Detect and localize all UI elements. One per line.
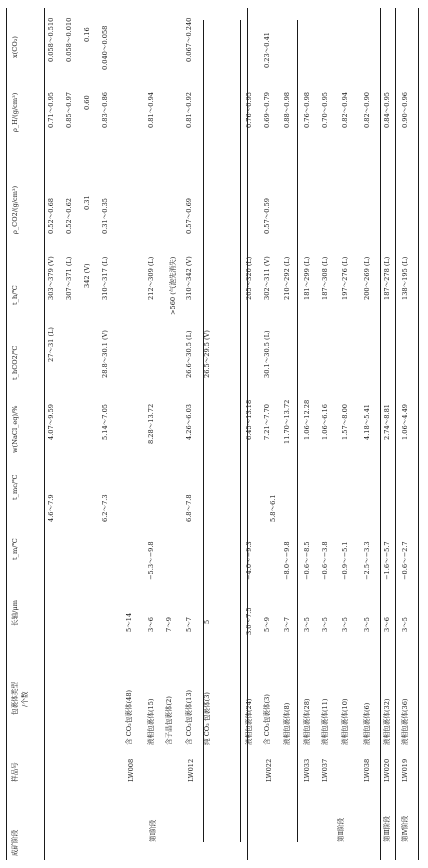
cell-stage-3: 第Ⅲ阶段 bbox=[383, 815, 391, 842]
cell-length: 5～9 bbox=[263, 617, 271, 632]
cell-rho-co2: 0.31 bbox=[83, 195, 91, 210]
cell-rho-h: 0.82～0.94 bbox=[341, 92, 349, 128]
cell-rho-h: 0.76～0.98 bbox=[303, 92, 311, 128]
cell-rho-co2: 0.52～0.62 bbox=[65, 198, 73, 234]
cell-xco2: 0.058～0.010 bbox=[65, 17, 73, 62]
cell-rho-h: 0.69～0.79 bbox=[263, 92, 271, 128]
cell-salinity: 4.18～5.41 bbox=[363, 404, 371, 440]
cell-salinity: 1.57～8.00 bbox=[341, 404, 349, 440]
cell-th: 200～269 (L) bbox=[363, 256, 371, 300]
cell-salinity: 7.21～7.70 bbox=[263, 404, 271, 440]
cell-xco2: 0.040～0.058 bbox=[101, 25, 109, 70]
cell-type: 含 CO₂包裹体(48) bbox=[125, 689, 133, 745]
cell-tm: −0.9～−5.1 bbox=[341, 541, 349, 580]
header-rho-co2: ρ_CO2/(g/cm³) bbox=[11, 185, 19, 234]
cell-th: 302～311 (V) bbox=[263, 256, 271, 300]
cell-th: 212～309 (L) bbox=[147, 256, 155, 300]
cell-th: 303～379 (V) bbox=[47, 256, 55, 300]
cell-type: 液相包裹体(32) bbox=[383, 698, 391, 745]
cell-sample-lw020: LW020 bbox=[383, 758, 391, 782]
cell-salinity: 11.70～13.72 bbox=[283, 399, 291, 444]
cell-sample-lw012: LW012 bbox=[187, 758, 195, 782]
cell-tm: −0.6～−2.7 bbox=[401, 541, 409, 580]
cell-length: 3～5 bbox=[303, 617, 311, 632]
cell-salinity: 6.45～13.18 bbox=[245, 399, 253, 440]
cell-th: 197～276 (L) bbox=[341, 256, 349, 300]
cell-length: 3～5 bbox=[363, 617, 371, 632]
cell-tm: −2.5～−3.3 bbox=[363, 541, 371, 580]
divider-after-stage3 bbox=[395, 8, 396, 860]
cell-xco2: 0.067～0.240 bbox=[185, 17, 193, 62]
cell-sample-lw033: LW033 bbox=[303, 758, 311, 782]
cell-th: 187～278 (L) bbox=[383, 256, 391, 300]
table-top-rule bbox=[6, 8, 7, 860]
header-length: 长轴/μm bbox=[11, 600, 19, 626]
divider-after-lw012 bbox=[240, 20, 241, 842]
cell-tmc: 5.8～6.1 bbox=[269, 494, 277, 522]
cell-type: 含 CO₂包裹体(3) bbox=[263, 694, 271, 745]
cell-xco2: 0.058～0.510 bbox=[47, 17, 55, 62]
header-type-line1: 包裹体类型 bbox=[11, 682, 19, 715]
cell-rho-co2: 0.57～0.59 bbox=[263, 198, 271, 234]
cell-th: >560 (气泡先消失) bbox=[169, 256, 177, 315]
cell-rho-h: 0.81～0.94 bbox=[147, 92, 155, 128]
cell-sample-lw038: LW038 bbox=[363, 758, 371, 782]
cell-rho-h: 0.83～0.86 bbox=[101, 92, 109, 128]
cell-th: 310～317 (L) bbox=[101, 256, 109, 300]
cell-type: 液相包裹体(10) bbox=[341, 698, 349, 745]
cell-rho-co2: 0.31～0.35 bbox=[101, 198, 109, 234]
cell-xco2: 0.16 bbox=[83, 27, 91, 42]
cell-tm: −5.3～−9.8 bbox=[147, 541, 155, 580]
divider-after-lw022 bbox=[297, 20, 298, 842]
cell-rho-h: 0.84～0.95 bbox=[383, 92, 391, 128]
cell-th: 138～195 (L) bbox=[401, 256, 409, 300]
cell-salinity: 1.06～12.28 bbox=[303, 399, 311, 440]
cell-salinity: 2.74～8.81 bbox=[383, 404, 391, 440]
header-stage: 成矿阶段 bbox=[11, 829, 19, 856]
cell-tm: −0.6～−8.5 bbox=[303, 541, 311, 580]
cell-sample-lw022: LW022 bbox=[265, 758, 273, 782]
cell-th: 181～299 (L) bbox=[303, 256, 311, 300]
header-thco2: t_hCO2/℃ bbox=[11, 345, 19, 380]
cell-length: 3～5 bbox=[341, 617, 349, 632]
cell-thco2: 28.8～30.1 (V) bbox=[101, 330, 109, 378]
cell-thco2: 26.5～29.5 (V) bbox=[203, 330, 211, 378]
cell-th: 187～308 (L) bbox=[321, 256, 329, 300]
cell-tm: −8.0～−9.8 bbox=[283, 541, 291, 580]
cell-tmc: 4.6～7.9 bbox=[47, 494, 55, 522]
cell-length: 5 bbox=[203, 619, 211, 624]
header-sample: 样品号 bbox=[11, 762, 19, 782]
cell-type: 液相包裹体(24) bbox=[245, 698, 253, 745]
cell-tmc: 6.8～7.8 bbox=[185, 494, 193, 522]
cell-rho-h: 0.81～0.92 bbox=[185, 92, 193, 128]
cell-type: 液相包裹体(15) bbox=[147, 698, 155, 745]
cell-th: 307～371 (L) bbox=[65, 256, 73, 300]
cell-salinity: 1.06～6.16 bbox=[321, 404, 329, 440]
header-salinity: w(NaCl_eq)/% bbox=[11, 405, 19, 453]
cell-length: 5～7 bbox=[185, 617, 193, 632]
cell-rho-co2: 0.52～0.68 bbox=[47, 198, 55, 234]
cell-tm: −1.6～−5.7 bbox=[383, 541, 391, 580]
cell-rho-h: 0.60 bbox=[83, 95, 91, 110]
cell-rho-h: 0.71～0.95 bbox=[47, 92, 55, 128]
cell-length: 3～5 bbox=[401, 617, 409, 632]
cell-thco2: 30.1～30.5 (L) bbox=[263, 330, 271, 378]
cell-length: 3.0～7.5 bbox=[245, 607, 253, 635]
cell-length: 7～9 bbox=[165, 617, 173, 632]
cell-length: 3～5 bbox=[321, 617, 329, 632]
header-bottom-rule bbox=[44, 8, 45, 860]
cell-sample-lw008: LW008 bbox=[127, 758, 135, 782]
cell-rho-h: 0.70～0.95 bbox=[321, 92, 329, 128]
cell-sample-lw019: LW019 bbox=[401, 758, 409, 782]
cell-type: 液相包裹体(11) bbox=[321, 698, 329, 745]
cell-rho-h: 0.90～0.96 bbox=[401, 92, 409, 128]
cell-xco2: 0.23～0.41 bbox=[263, 32, 271, 68]
cell-length: 3～6 bbox=[383, 617, 391, 632]
cell-type: 含 CO₂包裹体(13) bbox=[185, 689, 193, 745]
cell-rho-h: 0.82～0.90 bbox=[363, 92, 371, 128]
cell-type: 液相包裹体(28) bbox=[303, 698, 311, 745]
divider-after-stage2 bbox=[380, 8, 381, 860]
cell-stage-4: 第Ⅳ阶段 bbox=[401, 815, 409, 842]
cell-type: 含子晶包裹体(2) bbox=[165, 696, 173, 745]
cell-rho-h: 0.85～0.97 bbox=[65, 92, 73, 128]
cell-thco2: 26.6～30.5 (L) bbox=[185, 330, 193, 378]
cell-type: 纯 CO₂ 包裹体(3) bbox=[203, 691, 211, 745]
cell-salinity: 5.14～7.05 bbox=[101, 404, 109, 440]
header-tm: t_m/℃ bbox=[11, 538, 19, 560]
cell-rho-h: 0.76～0.95 bbox=[245, 92, 253, 128]
cell-th: 210～292 (L) bbox=[283, 256, 291, 300]
cell-salinity: 8.28～13.72 bbox=[147, 403, 155, 444]
cell-type: 液相包裹体(8) bbox=[283, 702, 291, 745]
header-th: t_h/℃ bbox=[11, 285, 19, 305]
header-tmc: t_mc/℃ bbox=[11, 474, 19, 500]
cell-salinity: 4.07～9.59 bbox=[47, 404, 55, 440]
cell-th: 342 (V) bbox=[83, 263, 91, 288]
cell-tm: −4.0～−9.3 bbox=[245, 541, 253, 580]
cell-type: 液相包裹体(36) bbox=[401, 698, 409, 745]
cell-length: 3～7 bbox=[283, 617, 291, 632]
header-xco2: x(CO₂) bbox=[11, 36, 19, 58]
cell-length: 5～14 bbox=[125, 612, 133, 632]
cell-stage-1: 第Ⅰ阶段 bbox=[149, 819, 157, 842]
cell-type: 液相包裹体(6) bbox=[363, 702, 371, 745]
cell-th: 205～320 (L) bbox=[245, 256, 253, 300]
cell-length: 3～6 bbox=[147, 617, 155, 632]
header-type-line2: /个数 bbox=[21, 691, 29, 707]
cell-salinity: 4.26～6.03 bbox=[185, 404, 193, 440]
cell-rho-co2: 0.57～0.69 bbox=[185, 198, 193, 234]
cell-th: 310～342 (V) bbox=[185, 256, 193, 300]
cell-sample-lw037: LW037 bbox=[321, 758, 329, 782]
cell-thco2: 27～31 (L) bbox=[47, 327, 55, 362]
cell-tmc: 6.2～7.3 bbox=[101, 494, 109, 522]
cell-stage-2: 第Ⅱ阶段 bbox=[337, 817, 345, 842]
cell-rho-h: 0.88～0.98 bbox=[283, 92, 291, 128]
table-bottom-rule bbox=[418, 8, 419, 860]
header-rho-h: ρ_H/(g/cm³) bbox=[11, 92, 19, 132]
cell-tm: −0.6～−3.8 bbox=[321, 541, 329, 580]
cell-salinity: 1.06～4.49 bbox=[401, 404, 409, 440]
